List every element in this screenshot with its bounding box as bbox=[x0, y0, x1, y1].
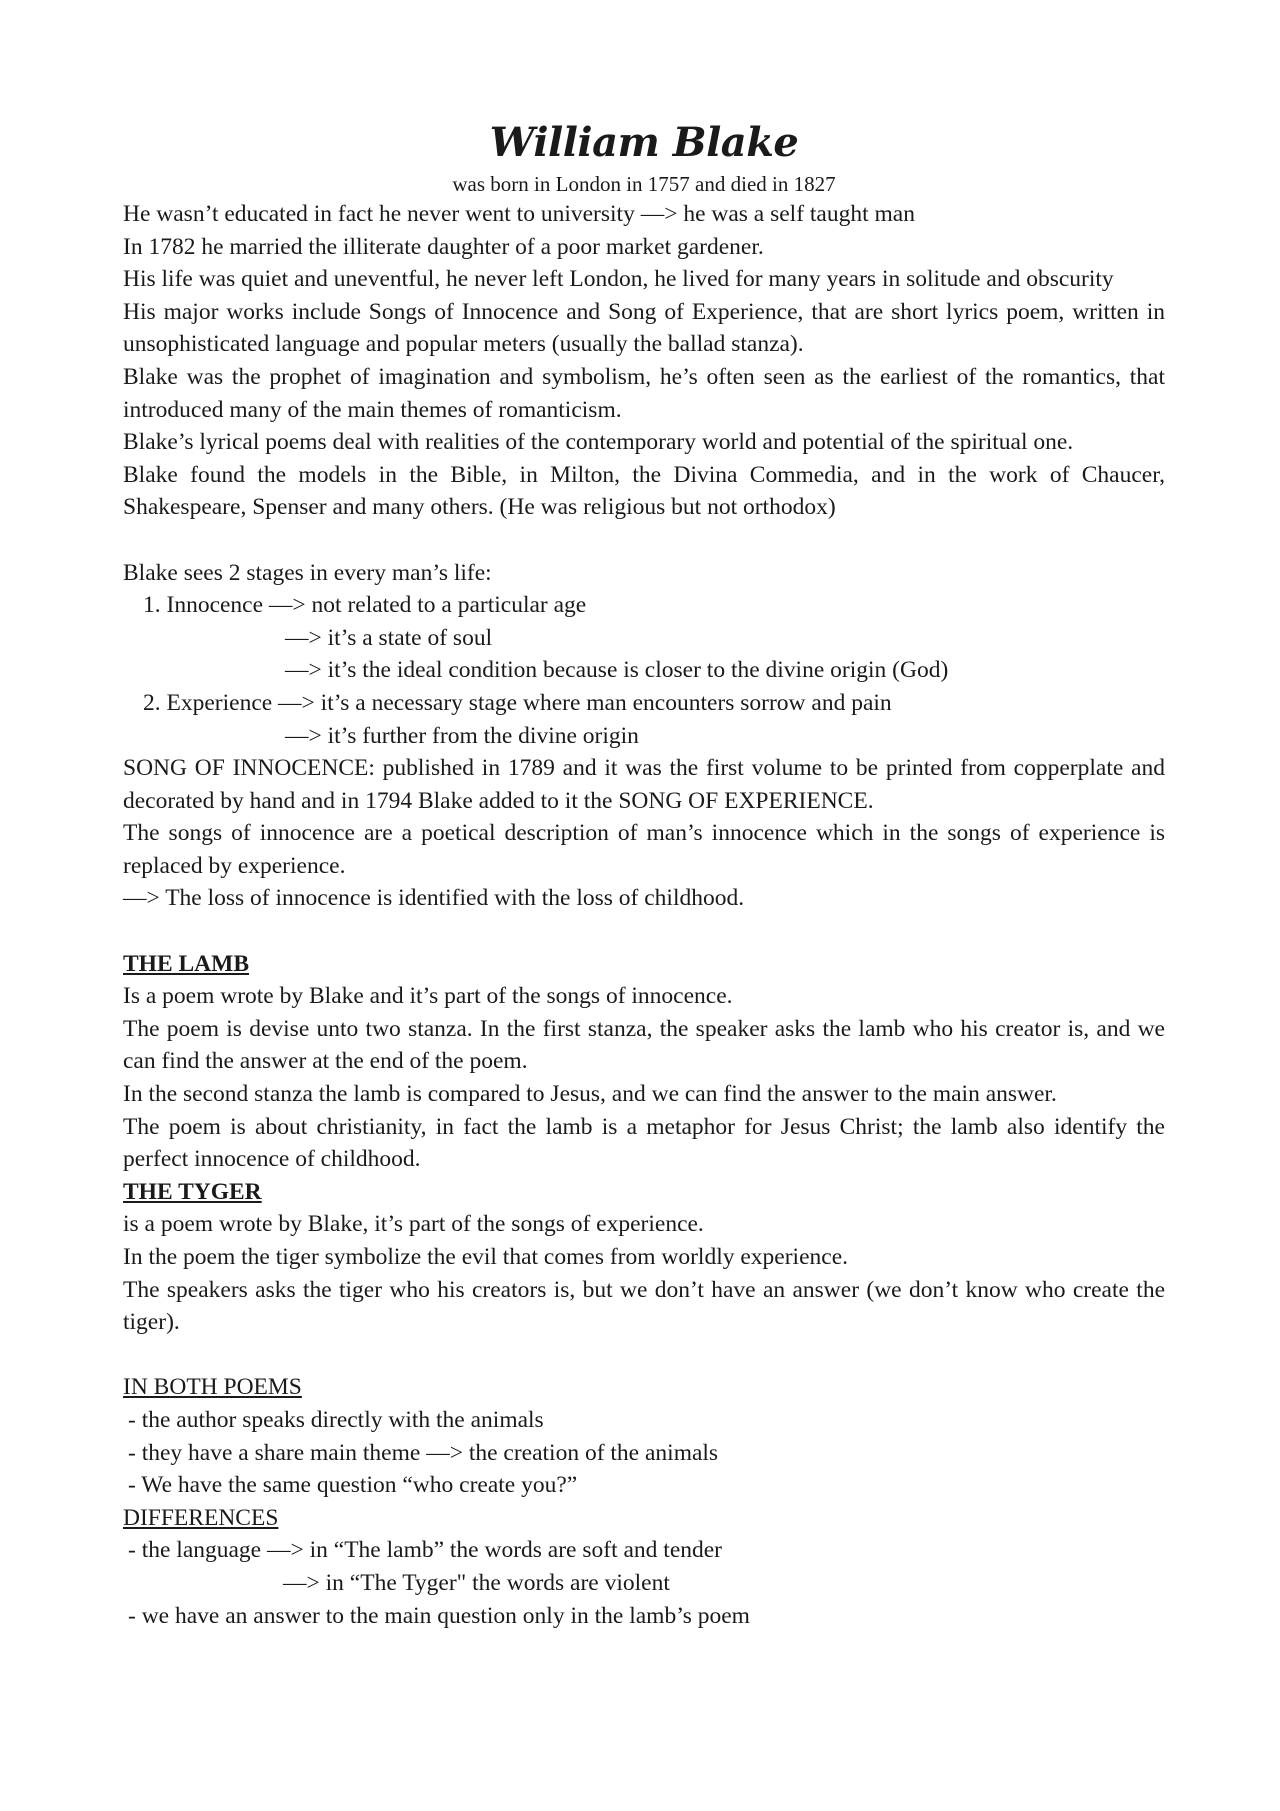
both-poems-heading: IN BOTH POEMS bbox=[123, 1374, 302, 1401]
list-item: - they have a share main theme —> the creation of the animals bbox=[128, 1439, 719, 1466]
intro-paragraph: His life was quiet and uneventful, he never left London, he lived for many years in solitude and obscurity bbox=[123, 266, 1114, 293]
spacer bbox=[123, 1339, 1165, 1372]
intro-paragraph: In 1782 he married the illiterate daughter of a poor market gardener. bbox=[123, 233, 764, 260]
intro-paragraph: His major works include Songs of Innocence and Song of Experience, that are short lyrics poem, written in unsophisticated language and popular meters (usually the ballad stanza). bbox=[123, 298, 1165, 358]
list-item: - we have an answer to the main question only in the lamb’s poem bbox=[128, 1602, 750, 1629]
intro-paragraph: Blake was the prophet of imagination and symbolism, he’s often seen as the earliest of the romantics, that introduced many of the main themes of romanticism. bbox=[123, 363, 1165, 423]
both-poems-section bbox=[123, 1371, 1165, 1501]
lamb-paragraph: Is a poem wrote by Blake and it’s part of the songs of innocence. bbox=[123, 983, 733, 1010]
lamb-heading: THE LAMB bbox=[123, 950, 250, 977]
intro-paragraph: Blake’s lyrical poems deal with realities of the contemporary world and potential of the spiritual one. bbox=[123, 429, 1074, 456]
spacer bbox=[123, 524, 1165, 557]
page-title: William Blake bbox=[489, 119, 799, 166]
list-item: - the language —> in “The lamb” the words are soft and tender bbox=[128, 1537, 723, 1564]
document-page bbox=[123, 118, 1165, 1632]
intro-section bbox=[123, 198, 1165, 524]
stages-section bbox=[123, 557, 1165, 753]
tyger-paragraph: is a poem wrote by Blake, it’s part of the songs of experience. bbox=[123, 1211, 704, 1238]
list-item: —> in “The Tyger" the words are violent bbox=[283, 1569, 670, 1596]
stage-line: —> it’s further from the divine origin bbox=[285, 722, 639, 749]
lamb-section bbox=[123, 948, 1165, 1176]
tyger-paragraph: The speakers asks the tiger who his creators is, but we don’t have an answer (we don’t know who create the tiger). bbox=[123, 1276, 1165, 1336]
spacer bbox=[123, 915, 1165, 948]
lamb-paragraph: The poem is about christianity, in fact the lamb is a metaphor for Jesus Christ; the lamb also identify the perfect innocence of childhood. bbox=[123, 1113, 1165, 1173]
differences-heading: DIFFERENCES bbox=[123, 1504, 279, 1531]
tyger-paragraph: In the poem the tiger symbolize the evil that comes from worldly experience. bbox=[123, 1244, 849, 1270]
stages-intro: Blake sees 2 stages in every man’s life: bbox=[123, 559, 492, 586]
stage-line: 2. Experience —> it’s a necessary stage where man encounters sorrow and pain bbox=[143, 689, 892, 716]
lamb-paragraph: The poem is devise unto two stanza. In the first stanza, the speaker asks the lamb who his creator is, and we can find the answer at the end of the poem. bbox=[123, 1015, 1165, 1075]
stage-line: —> it’s the ideal condition because is closer to the divine origin (God) bbox=[285, 657, 949, 684]
stage-line: —> it’s a state of soul bbox=[285, 624, 493, 651]
page-subtitle: was born in London in 1757 and died in 1827 bbox=[452, 172, 836, 196]
songs-paragraph: The songs of innocence are a poetical description of man’s innocence which in the songs of experience is replaced by experience. bbox=[123, 820, 1165, 879]
intro-paragraph: He wasn’t educated in fact he never went to university —> he was a self taught man bbox=[123, 201, 915, 227]
differences-section bbox=[123, 1502, 1165, 1632]
songs-paragraph: SONG OF INNOCENCE: published in 1789 and it was the first volume to be printed from copperplate and decorated by hand and in 1794 Blake added to it the SONG OF EXPERIENCE. bbox=[123, 755, 1165, 814]
stage-line: 1. Innocence —> not related to a particular age bbox=[143, 592, 587, 619]
songs-section bbox=[123, 752, 1165, 915]
intro-paragraph: Blake found the models in the Bible, in Milton, the Divina Commedia, and in the work of Chaucer, Shakespeare, Spenser and many others. (He was religious but not orthodox) bbox=[123, 461, 1165, 521]
list-item: - the author speaks directly with the animals bbox=[128, 1406, 544, 1433]
songs-paragraph: —> The loss of innocence is identified with the loss of childhood. bbox=[123, 885, 745, 912]
lamb-paragraph: In the second stanza the lamb is compared to Jesus, and we can find the answer to the main answer. bbox=[123, 1081, 1057, 1108]
tyger-section bbox=[123, 1176, 1165, 1339]
list-item: - We have the same question “who create you?” bbox=[128, 1472, 578, 1499]
tyger-heading: THE TYGER bbox=[123, 1178, 262, 1205]
